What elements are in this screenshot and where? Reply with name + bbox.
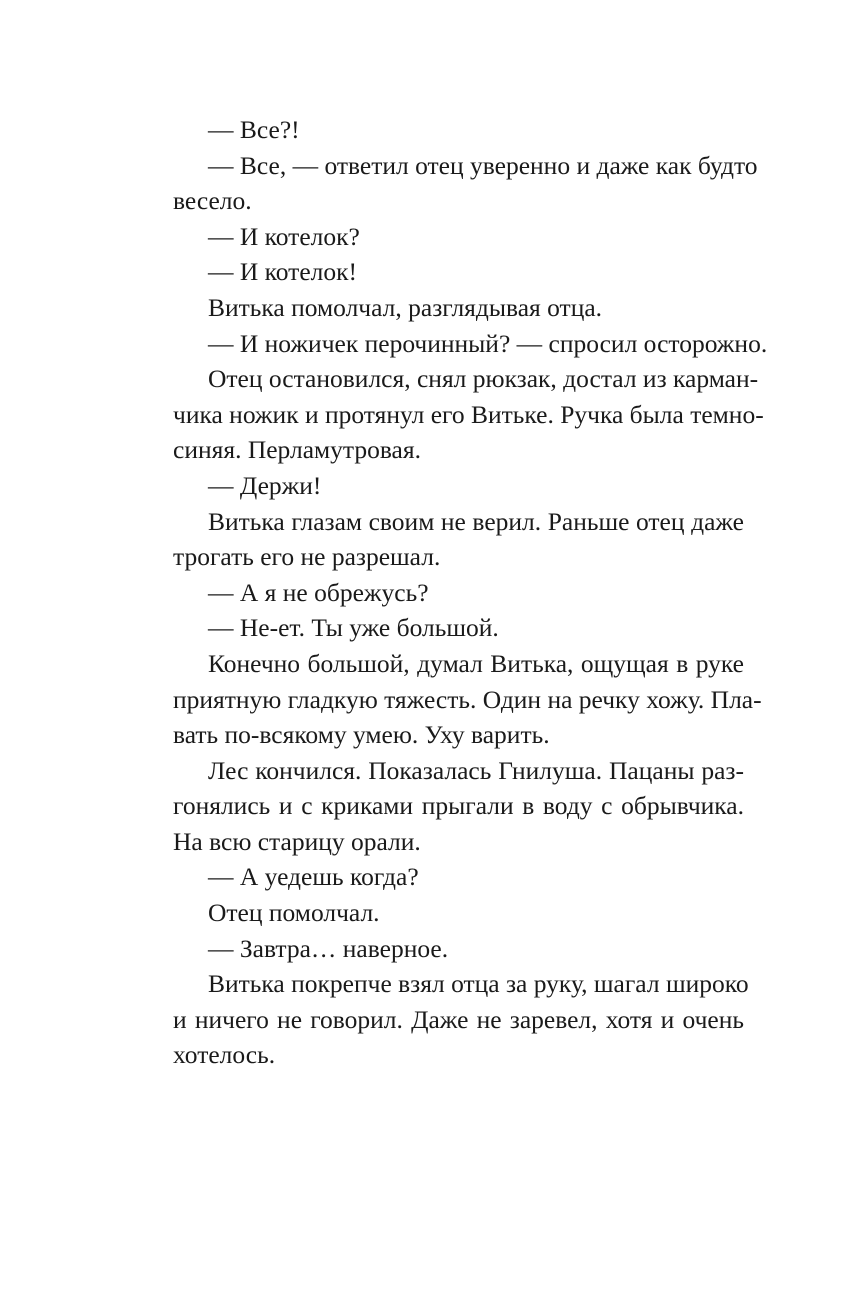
paragraph [138, 610, 744, 646]
story-text [138, 112, 768, 1073]
text-line: — Все, — ответил отец уверенно и даже как будто [208, 150, 758, 180]
paragraph [138, 290, 744, 326]
text-line: хотелось. [173, 1040, 276, 1070]
text-line: Отец остановился, снял рюкзак, достал из карман- [208, 364, 759, 394]
paragraph [138, 219, 744, 255]
paragraph [138, 254, 744, 290]
text-line: — Не-ет. Ты уже большой. [208, 613, 499, 643]
paragraph [138, 931, 744, 967]
paragraph [138, 859, 744, 895]
text-line: Витька помолчал, разглядывая отца. [208, 292, 603, 322]
text-line: — И котелок? [208, 221, 360, 251]
text-line: Лес кончился. Показалась Гнилуша. Пацаны раз- [208, 755, 744, 785]
text-line: синяя. Перламутровая. [173, 435, 421, 465]
text-line: и ничего не говорил. Даже не заревел, хотя и очень [173, 1004, 744, 1034]
text-line: весело. [173, 186, 252, 216]
text-line: — И котелок! [208, 257, 357, 287]
paragraph [138, 575, 744, 611]
text-line: трогать его не разрешал. [173, 542, 441, 572]
paragraph [138, 646, 762, 753]
text-line: Отец помолчал. [208, 898, 380, 928]
paragraph [138, 326, 768, 362]
text-line: чика ножик и протянул его Витьке. Ручка была темно- [173, 399, 764, 429]
text-line: — Все?! [208, 115, 300, 144]
text-line: Конечно большой, думал Витька, ощущая в руке [208, 648, 744, 678]
text-line: гонялись и с криками прыгали в воду с обрывчика. [173, 791, 744, 821]
text-line: приятную гладкую тяжесть. Один на речку хожу. Пла- [173, 684, 762, 714]
text-line: вать по-всякому умею. Уху варить. [173, 720, 550, 750]
paragraph [138, 895, 744, 931]
paragraph [138, 112, 744, 148]
text-line: Витька глазам своим не верил. Раньше отец даже [208, 506, 744, 536]
paragraph [138, 753, 744, 860]
text-line: — Завтра… наверное. [208, 933, 449, 963]
text-line: Витька покрепче взял отца за руку, шагал широко [208, 969, 749, 999]
paragraph [138, 504, 744, 575]
paragraph [138, 148, 758, 219]
paragraph [138, 361, 764, 468]
text-line: — А уедешь когда? [208, 862, 419, 892]
paragraph [138, 468, 744, 504]
paragraph [138, 966, 749, 1073]
text-line: На всю старицу орали. [173, 826, 421, 856]
text-line: — А я не обрежусь? [208, 577, 429, 607]
text-line: — И ножичек перочинный? — спросил осторожно. [208, 328, 768, 358]
text-line: — Держи! [208, 470, 322, 500]
